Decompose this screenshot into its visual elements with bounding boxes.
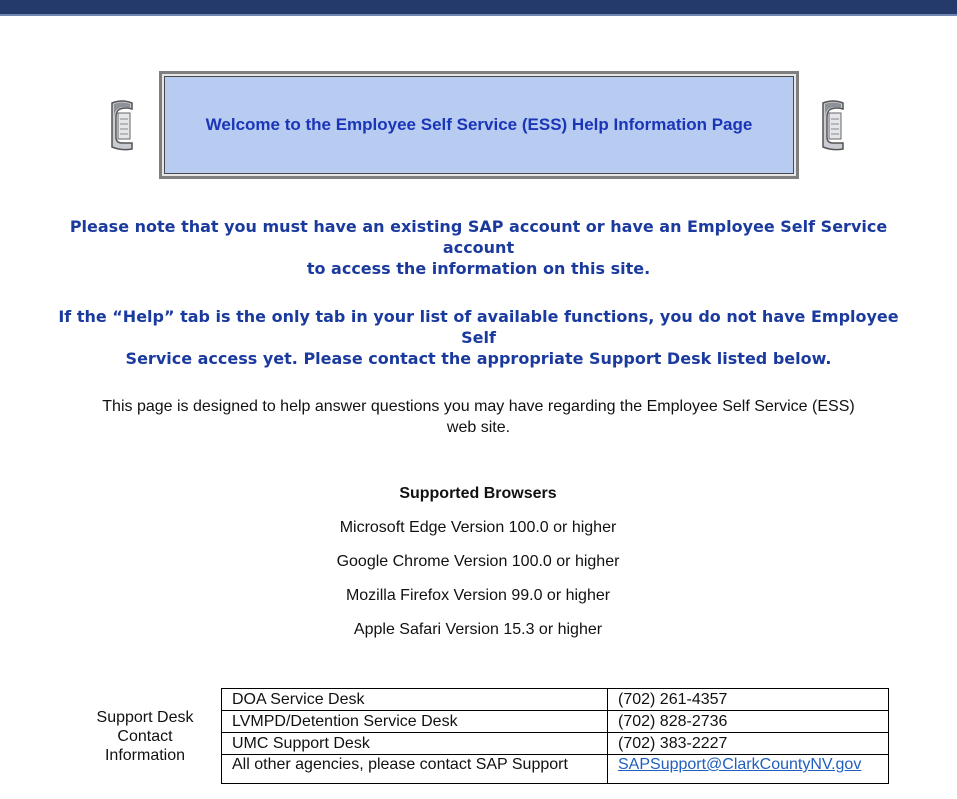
sap-support-email-link[interactable]: SAPSupport@ClarkCountyNV.gov (618, 756, 862, 773)
table-row (222, 711, 889, 733)
browser-item: Microsoft Edge Version 100.0 or higher (339, 519, 617, 536)
supported-browsers-heading: Supported Browsers (399, 485, 557, 502)
intro-line: This page is designed to help answer questions you may have regarding the Employee Self Service (ESS) (102, 398, 855, 415)
support-desk-name: DOA Service Desk (222, 689, 608, 711)
support-desk-name: UMC Support Desk (222, 733, 608, 755)
browser-item: Apple Safari Version 15.3 or higher (353, 621, 603, 638)
scroll-icon (819, 99, 847, 151)
page-title: Welcome to the Employee Self Service (ESS) Help Information Page (205, 115, 753, 134)
support-desk-name: LVMPD/Detention Service Desk (222, 711, 608, 733)
top-bar (0, 0, 957, 16)
support-desk-label-line: Information (104, 747, 186, 764)
support-desk-name: All other agencies, please contact SAP Support (222, 755, 608, 784)
support-email-cell (608, 755, 889, 784)
account-notice-line: Please note that you must have an existing SAP account or have an Employee Self Service account (69, 217, 888, 257)
help-tab-notice-line: If the “Help” tab is the only tab in your list of available functions, you do not have Employee Self (58, 307, 899, 347)
support-contact-table (221, 688, 889, 784)
table-row (222, 755, 889, 784)
welcome-banner (159, 71, 799, 179)
intro-text (40, 396, 917, 438)
support-desk-phone: (702) 828-2736 (608, 711, 889, 733)
support-desk-label-line: Contact (117, 728, 173, 745)
support-desk-label (80, 708, 210, 765)
support-desk-phone: (702) 383-2227 (608, 733, 889, 755)
support-desk-label-line: Support Desk (96, 709, 194, 726)
account-notice-line: to access the information on this site. (306, 259, 651, 278)
help-tab-notice (40, 306, 917, 369)
help-tab-notice-line: Service access yet. Please contact the appropriate Support Desk listed below. (125, 349, 832, 368)
table-row (222, 689, 889, 711)
account-notice (40, 216, 917, 279)
browser-item: Google Chrome Version 100.0 or higher (336, 553, 620, 570)
scroll-icon (108, 99, 136, 151)
table-row (222, 733, 889, 755)
supported-browsers (178, 484, 778, 654)
support-desk-phone: (702) 261-4357 (608, 689, 889, 711)
browser-item: Mozilla Firefox Version 99.0 or higher (345, 587, 611, 604)
intro-line: web site. (446, 419, 511, 436)
